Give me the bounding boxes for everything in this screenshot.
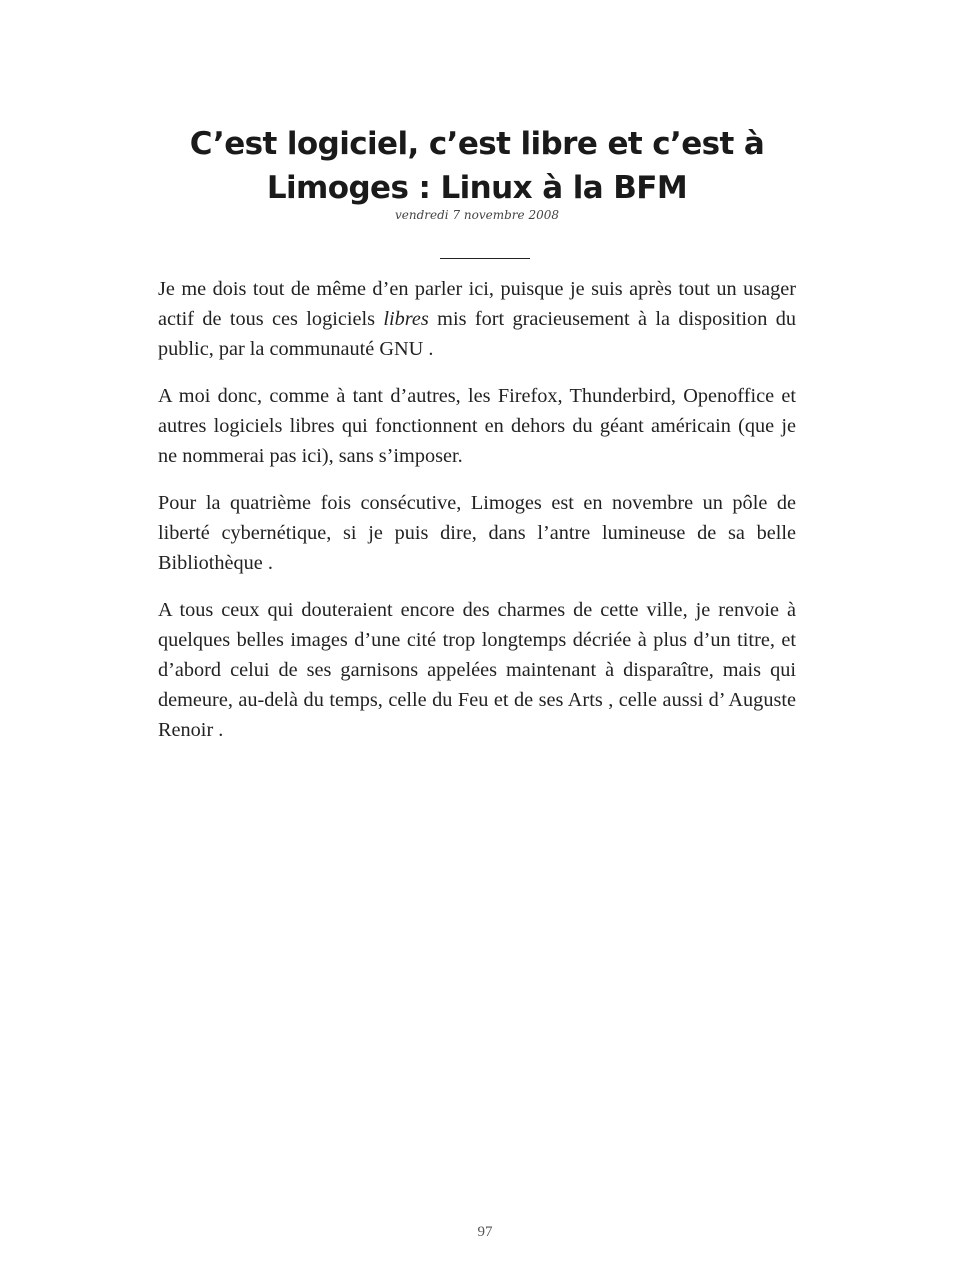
article-title	[150, 122, 804, 210]
paragraph-1-start: Je me dois tout de même d’en parler ici, puisque je suis après tout un usager actif de tous ces logiciels	[158, 278, 796, 330]
paragraph-2: A moi donc, comme à tant d’autres, les Firefox, Thunderbird, Openoffice et autres logiciels libres qui fonctionnent en dehors du géant américain (que je ne nommerai pas ici), sans s’imposer.	[158, 385, 796, 467]
paragraph-1	[158, 274, 796, 364]
paragraph-4: A tous ceux qui douteraient encore des charmes de cette ville, je renvoie à quelques belles images d’une cité trop longtemps décriée à plus d’un titre, et d’abord celui de ses garnisons appelées maintenant à disparaître, mais qui demeure, au-delà du temps, celle du Feu et de ses Arts , celle aussi d’ Auguste Renoir .	[158, 599, 796, 741]
article-title-line-2: Limoges : Linux à la BFM	[266, 170, 688, 206]
paragraph-3: Pour la quatrième fois consécutive, Limoges est en novembre un pôle de liberté cybernétique, si je puis dire, dans l’antre lumineuse de sa belle Bibliothèque .	[158, 492, 796, 574]
paragraph-1-emphasis: libres	[383, 308, 429, 330]
article-title-line-1: C’est logiciel, c’est libre et c’est à	[189, 126, 765, 162]
page-number: 97	[477, 1224, 493, 1240]
paragraph-1-end: mis fort gracieusement à la disposition du public, par la communauté GNU .	[158, 308, 796, 360]
article-date: vendredi 7 novembre 2008	[395, 208, 559, 222]
separator-rule	[440, 258, 530, 259]
article-body	[158, 274, 796, 762]
